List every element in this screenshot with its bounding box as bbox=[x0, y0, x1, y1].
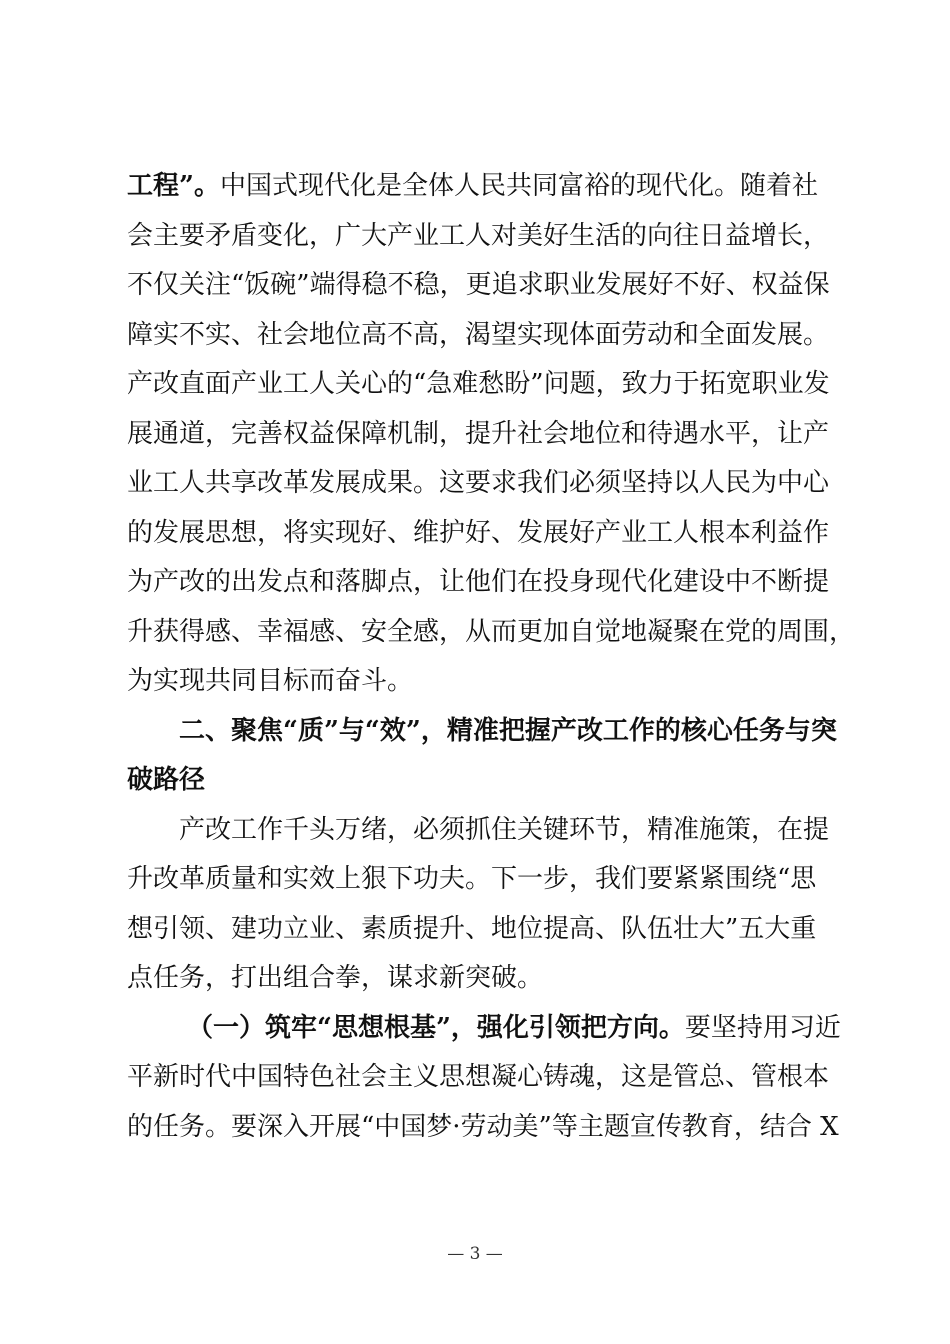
section-heading-cont: 破路径 bbox=[127, 765, 206, 795]
paragraph-line: 业工人共享改革发展成果。这要求我们必须坚持以人民为中心 bbox=[127, 468, 830, 498]
paragraph-line: 不仅关注“饭碗”端得稳不稳，更追求职业发展好不好、权益保 bbox=[127, 270, 830, 300]
paragraph-line: 点任务，打出组合拳，谋求新突破。 bbox=[127, 963, 544, 993]
paragraph-line: 展通道，完善权益保障机制，提升社会地位和待遇水平，让产 bbox=[127, 418, 830, 449]
paragraph-line: 平新时代中国特色社会主义思想凝心铸魂，这是管总、管根本 bbox=[127, 1062, 830, 1092]
bold-lead: 工程”。 bbox=[127, 171, 220, 201]
subheading-lead: （一）筑牢“思想根基”，强化引领把方向。 bbox=[187, 1012, 685, 1043]
paragraph-line: 会主要矛盾变化，广大产业工人对美好生活的向往日益增长， bbox=[127, 220, 830, 251]
section-heading: 二、聚焦“质”与“效”，精准把握产改工作的核心任务与突 bbox=[179, 715, 837, 746]
text-run: 中国式现代化是全体人民共同富裕的现代化。随着社 bbox=[219, 171, 818, 201]
paragraph-line: 想引领、建功立业、素质提升、地位提高、队伍壮大”五大重 bbox=[127, 913, 817, 944]
paragraph-line: 升获得感、幸福感、安全感，从而更加自觉地凝聚在党的周围， bbox=[127, 616, 856, 647]
text-run: 要坚持用习近 bbox=[684, 1012, 841, 1043]
paragraph-line: 产改工作千头万绪，必须抓住关键环节，精准施策，在提 bbox=[179, 814, 830, 845]
paragraph-line: 的任务。要深入开展“中国梦·劳动美”等主题宣传教育，结合 X bbox=[127, 1111, 839, 1142]
paragraph-line: 的发展思想，将实现好、维护好、发展好产业工人根本利益作 bbox=[127, 517, 830, 548]
paragraph-line: 障实不实、社会地位高不高，渴望实现体面劳动和全面发展。 bbox=[127, 319, 830, 350]
paragraph-line bbox=[127, 1004, 841, 1054]
paragraph-line: 为实现共同目标而奋斗。 bbox=[127, 666, 414, 696]
paragraph-line: 为产改的出发点和落脚点，让他们在投身现代化建设中不断提 bbox=[127, 567, 830, 597]
paragraph-line: 产改直面产业工人关心的“急难愁盼”问题，致力于拓宽职业发 bbox=[127, 369, 830, 399]
document-body bbox=[127, 162, 856, 1152]
paragraph-line bbox=[127, 162, 831, 212]
paragraph-line: 升改革质量和实效上狠下功夫。下一步，我们要紧紧围绕“思 bbox=[127, 864, 817, 894]
page-number: — 3 — bbox=[447, 1244, 503, 1264]
